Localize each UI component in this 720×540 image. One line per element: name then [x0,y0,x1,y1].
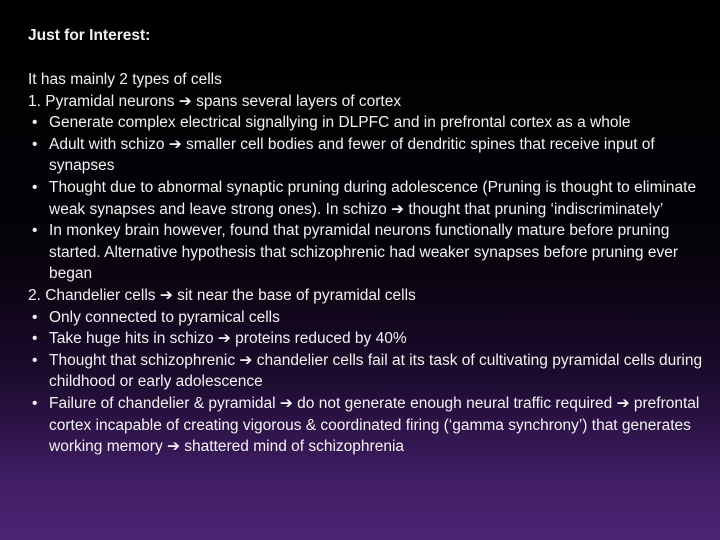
list-item [28,328,708,350]
bullet-icon: • [32,351,38,369]
list-item-text: Only connected to pyramical cells [49,308,280,326]
list-item [28,177,708,220]
numbered-item [28,285,708,307]
bullet-icon: • [32,222,38,240]
list-item [28,220,708,285]
list-item-text: Thought due to abnormal synaptic pruning during adolescence (Pruning is thought to eliminate weak synapses and leave strong ones). In schizo ➔ thought that pruning ‘indiscriminately’ [49,178,697,218]
list-item-text: Thought that schizophrenic ➔ chandelier cells fail at its task of cultivating pyramidal cells during childhood or early adolescence [49,351,703,391]
list-item-text: Adult with schizo ➔ smaller cell bodies and fewer of dendritic spines that receive input of synapses [49,135,655,175]
bullet-icon: • [32,394,38,412]
numbered-item-text: 1. Pyramidal neurons ➔ spans several layers of cortex [28,92,402,110]
intro-text: It has mainly 2 types of cells [28,71,222,88]
numbered-item [28,91,708,113]
bullet-icon: • [32,135,38,153]
bullet-icon: • [32,330,38,348]
list-item-text: Take huge hits in schizo ➔ proteins reduced by 40% [49,330,407,348]
list-item [28,393,708,458]
list-item-text: Failure of chandelier & pyramidal ➔ do not generate enough neural traffic required ➔ prefrontal cortex incapable of creating vigorous & coordinated firing (‘gamma synchrony’) that generates working memory ➔ shattered mind of schizophrenia [49,394,700,456]
list-item [28,134,708,177]
bullet-icon: • [32,308,38,326]
list-item [28,350,708,393]
bullet-list [28,91,708,458]
bullet-icon: • [32,114,38,132]
slide-title: Just for Interest: [28,27,151,44]
list-item-text: In monkey brain however, found that pyramidal neurons functionally mature before pruning started. Alternative hypothesis that schizophrenic had weaker synapses before pruning ever began [49,222,678,283]
list-item [28,307,708,329]
slide-content [28,26,708,458]
bullet-icon: • [32,178,38,196]
list-item-text: Generate complex electrical signallying in DLPFC and in prefrontal cortex as a whole [49,114,631,132]
numbered-item-text: 2. Chandelier cells ➔ sit near the base of pyramidal cells [28,286,416,304]
list-item [28,112,708,134]
